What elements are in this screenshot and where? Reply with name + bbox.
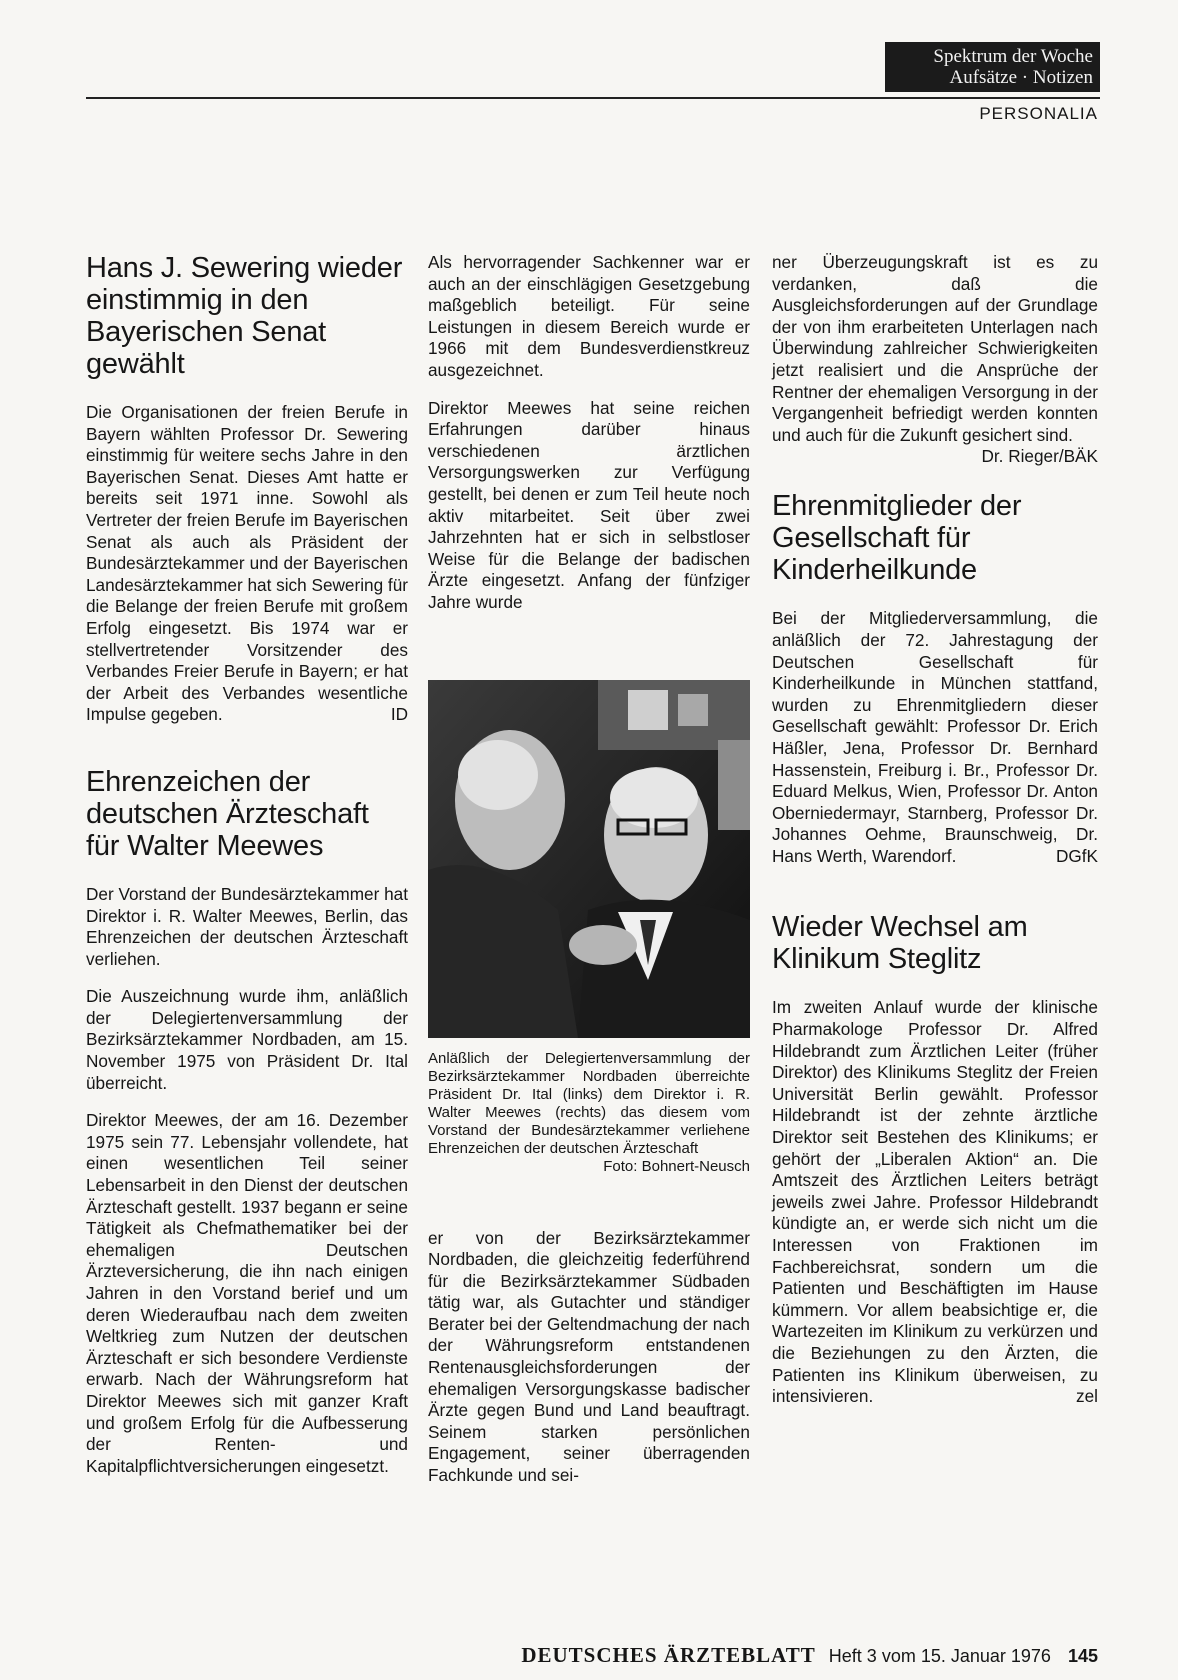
article-text-sewering: Die Organisationen der freien Berufe in Bayern wählten Professor Dr. Sewering einstimmig für weitere sechs Jahre in den Bayerischen Senat. Dieses Amt hatte er bereits seit 1971 inne. Sowohl als Vertreter der freien Berufe im Bayerischen Senat als auch als Präsident der Bundesärztekammer und der Bayerischen Landesärztekammer hat sich Sewering für die Belange der freien Berufe mit großem Erfolg eingesetzt. Bis 1974 war er stellvertretender Vorsitzender des Verbandes Freier Berufe in Bayern; er hat der Arbeit des Verbandes wesentliche Impulse gegeben.: [86, 402, 408, 725]
journal-name: DEUTSCHES ÄRZTEBLATT: [521, 1643, 816, 1667]
ceremony-photo: [428, 680, 750, 1038]
article-meewes-paragraph-7: [772, 252, 1098, 467]
page-footer: [521, 1643, 1098, 1668]
article-title-meewes: Ehrenzeichen der deutschen Ärzteschaft für Walter Meewes: [86, 765, 369, 862]
article-meewes-paragraph-2: Die Auszeichnung wurde ihm, anläßlich der Delegiertenversammlung der Bezirksärztekammer Nordbaden, am 15. November 1975 von Präsident Dr. Ital überreicht.: [86, 986, 408, 1093]
byline-sewering: ID: [390, 704, 408, 725]
issue-info: Heft 3 vom 15. Januar 1976: [828, 1646, 1051, 1666]
article-body-kinderheilkunde: [772, 608, 1098, 867]
article-meewes-paragraph-4: Als hervorragender Sachkenner war er auch an der einschlägigen Gesetzgebung maßgeblich beteiligt. Für seine Leistungen in diesem Bereich wurde er 1966 mit dem Bundesverdienstkreuz ausgezeichnet.: [428, 252, 750, 380]
section-masthead: [885, 42, 1100, 92]
article-title-kinderheilkunde: Ehrenmitglieder der Gesellschaft für Kinderheilkunde: [772, 490, 1022, 587]
column-2: [428, 252, 750, 1503]
section-label: PERSONALIA: [979, 104, 1098, 123]
byline-steglitz: zel: [1076, 1386, 1098, 1407]
article-meewes-paragraph-3: Direktor Meewes, der am 16. Dezember 1975 sein 77. Lebensjahr vollendete, hat einen wesentlichen Teil seiner Lebensarbeit in den Dienst der deutschen Ärzteschaft gestellt. 1937 begann er seine Tätigkeit als Chefmathematiker bei der ehemaligen Deutschen Ärzteversicherung, die ihn nach einigen Jahren in den Vorstand berief und um deren Wiederaufbau nach dem zweiten Weltkrieg zum Nutzen der deutschen Ärzteschaft er sich besondere Verdienste erwarb. Nach der Währungsreform hat Direktor Meewes sich mit ganzer Kraft und großem Erfolg für die Aufbesserung der Renten- und Kapitalpflichtversicherungen eingesetzt.: [86, 1110, 408, 1476]
article-meewes-paragraph-6: er von der Bezirksärztekammer Nordbaden, die gleichzeitig federführend für die Bezirksärztekammer Südbaden tätig war, als Gutachter und ständiger Berater bei der Geltendmachung der nach der Währungsreform entstandenen Rentenausgleichsforderungen der ehemaligen Versorgungskasse badischer Ärzte gegen Bund und Land beauftragt. Seinem starken persönlichen Engagement, seiner überragenden Fachkunde und sei-: [428, 1227, 750, 1486]
article-meewes-paragraph-1: Der Vorstand der Bundesärztekammer hat Direktor i. R. Walter Meewes, Berlin, das Ehrenzeichen der deutschen Ärzteschaft verliehen.: [86, 883, 408, 969]
article-meewes-paragraph-5: Direktor Meewes hat seine reichen Erfahrungen darüber hinaus verschiedenen ärztlichen Versorgungswerken zur Verfügung gestellt, bei denen er zum Teil heute noch aktiv mitarbeitet. Seit über zwei Jahrzehnten hat er sich in selbstloser Weise für die Belange der badischen Ärzte eingesetzt. Anfang der fünfziger Jahre wurde: [428, 397, 750, 612]
masthead-line-2: Aufsätze · Notizen: [949, 67, 1093, 88]
article-text-steglitz: Im zweiten Anlauf wurde der klinische Pharmakologe Professor Dr. Alfred Hildebrandt zum Ärztlichen Leiter (früher Direktor) des Klinikums Steglitz der Freien Universität Berlin gewählt. Professor Hildebrandt ist der zehnte ärztliche Direktor seit Bestehen des Klinikums; er gehört der „Liberalen Aktion“ an. Die Amtszeit des Ärztlichen Leiters beträgt jeweils zwei Jahre. Professor Hildebrandt kündigte an, er werde sich nicht um die Interessen von Fraktionen im Fachbereichsrat, sondern um die Patienten und Beschäftigten im Hause kümmern. Vor allem beabsichtige er, die Wartezeiten im Klinikum zu verkürzen und die Beziehungen zu den Ärzten, die Patienten ins Klinikum überweisen, zu intensivieren.: [772, 997, 1098, 1407]
masthead-line-1: Spektrum der Woche: [933, 46, 1093, 67]
page-number: 145: [1067, 1646, 1098, 1666]
article-meewes-paragraph-7-text: ner Überzeugungskraft ist es zu verdanken, daß die Ausgleichsforderungen auf der Grundlage der von ihm erarbeiteten Unterlagen nach Überwindung zahlreicher Schwierigkeiten jetzt realisiert und die Ansprüche der Rentner der ehemaligen Versorgung in der Vergangenheit befriedigt werden konnten und auch für die Zukunft gesichert sind.: [772, 252, 1098, 445]
byline-kinderheilkunde: DGfK: [1055, 845, 1098, 866]
photo-credit: Foto: Bohnert-Neusch: [603, 1157, 750, 1175]
article-body-steglitz: [772, 997, 1098, 1407]
byline-meewes: Dr. Rieger/BÄK: [981, 446, 1098, 467]
header-rule: [86, 97, 1100, 99]
article-title-sewering: Hans J. Sewering wieder einstimmig in den Bayerischen Senat gewählt: [86, 252, 403, 380]
article-text-kinderheilkunde: Bei der Mitgliederversammlung, die anläßlich der 72. Jahrestagung der Deutschen Gesellschaft für Kinderheilkunde in München stattfand, wurden zu Ehrenmitgliedern dieser Gesellschaft gewählt: Professor Dr. Erich Häßler, Jena, Professor Dr. Bernhard Hassenstein, Freiburg i. Br., Professor Dr. Eduard Melkus, Wien, Professor Dr. Anton Oberniedermayr, Starnberg, Professor Dr. Johannes Oehme, Braunschweig, Dr. Hans Werth, Warendorf.: [772, 608, 1098, 866]
column-3: [772, 252, 1098, 1424]
photo-caption: Anläßlich der Delegiertenversammlung der Bezirksärztekammer Nordbaden überreichte Präsident Dr. Ital (links) dem Direktor i. R. Walter Meewes (rechts) das diesem vom Vorstand der Bundesärztekammer verliehene Ehrenzeichen der deutschen Ärzteschaft: [428, 1049, 750, 1157]
article-title-steglitz: Wieder Wechsel am Klinikum Steglitz: [772, 911, 1028, 976]
column-1: [86, 252, 408, 1493]
article-body-sewering: [86, 402, 408, 726]
